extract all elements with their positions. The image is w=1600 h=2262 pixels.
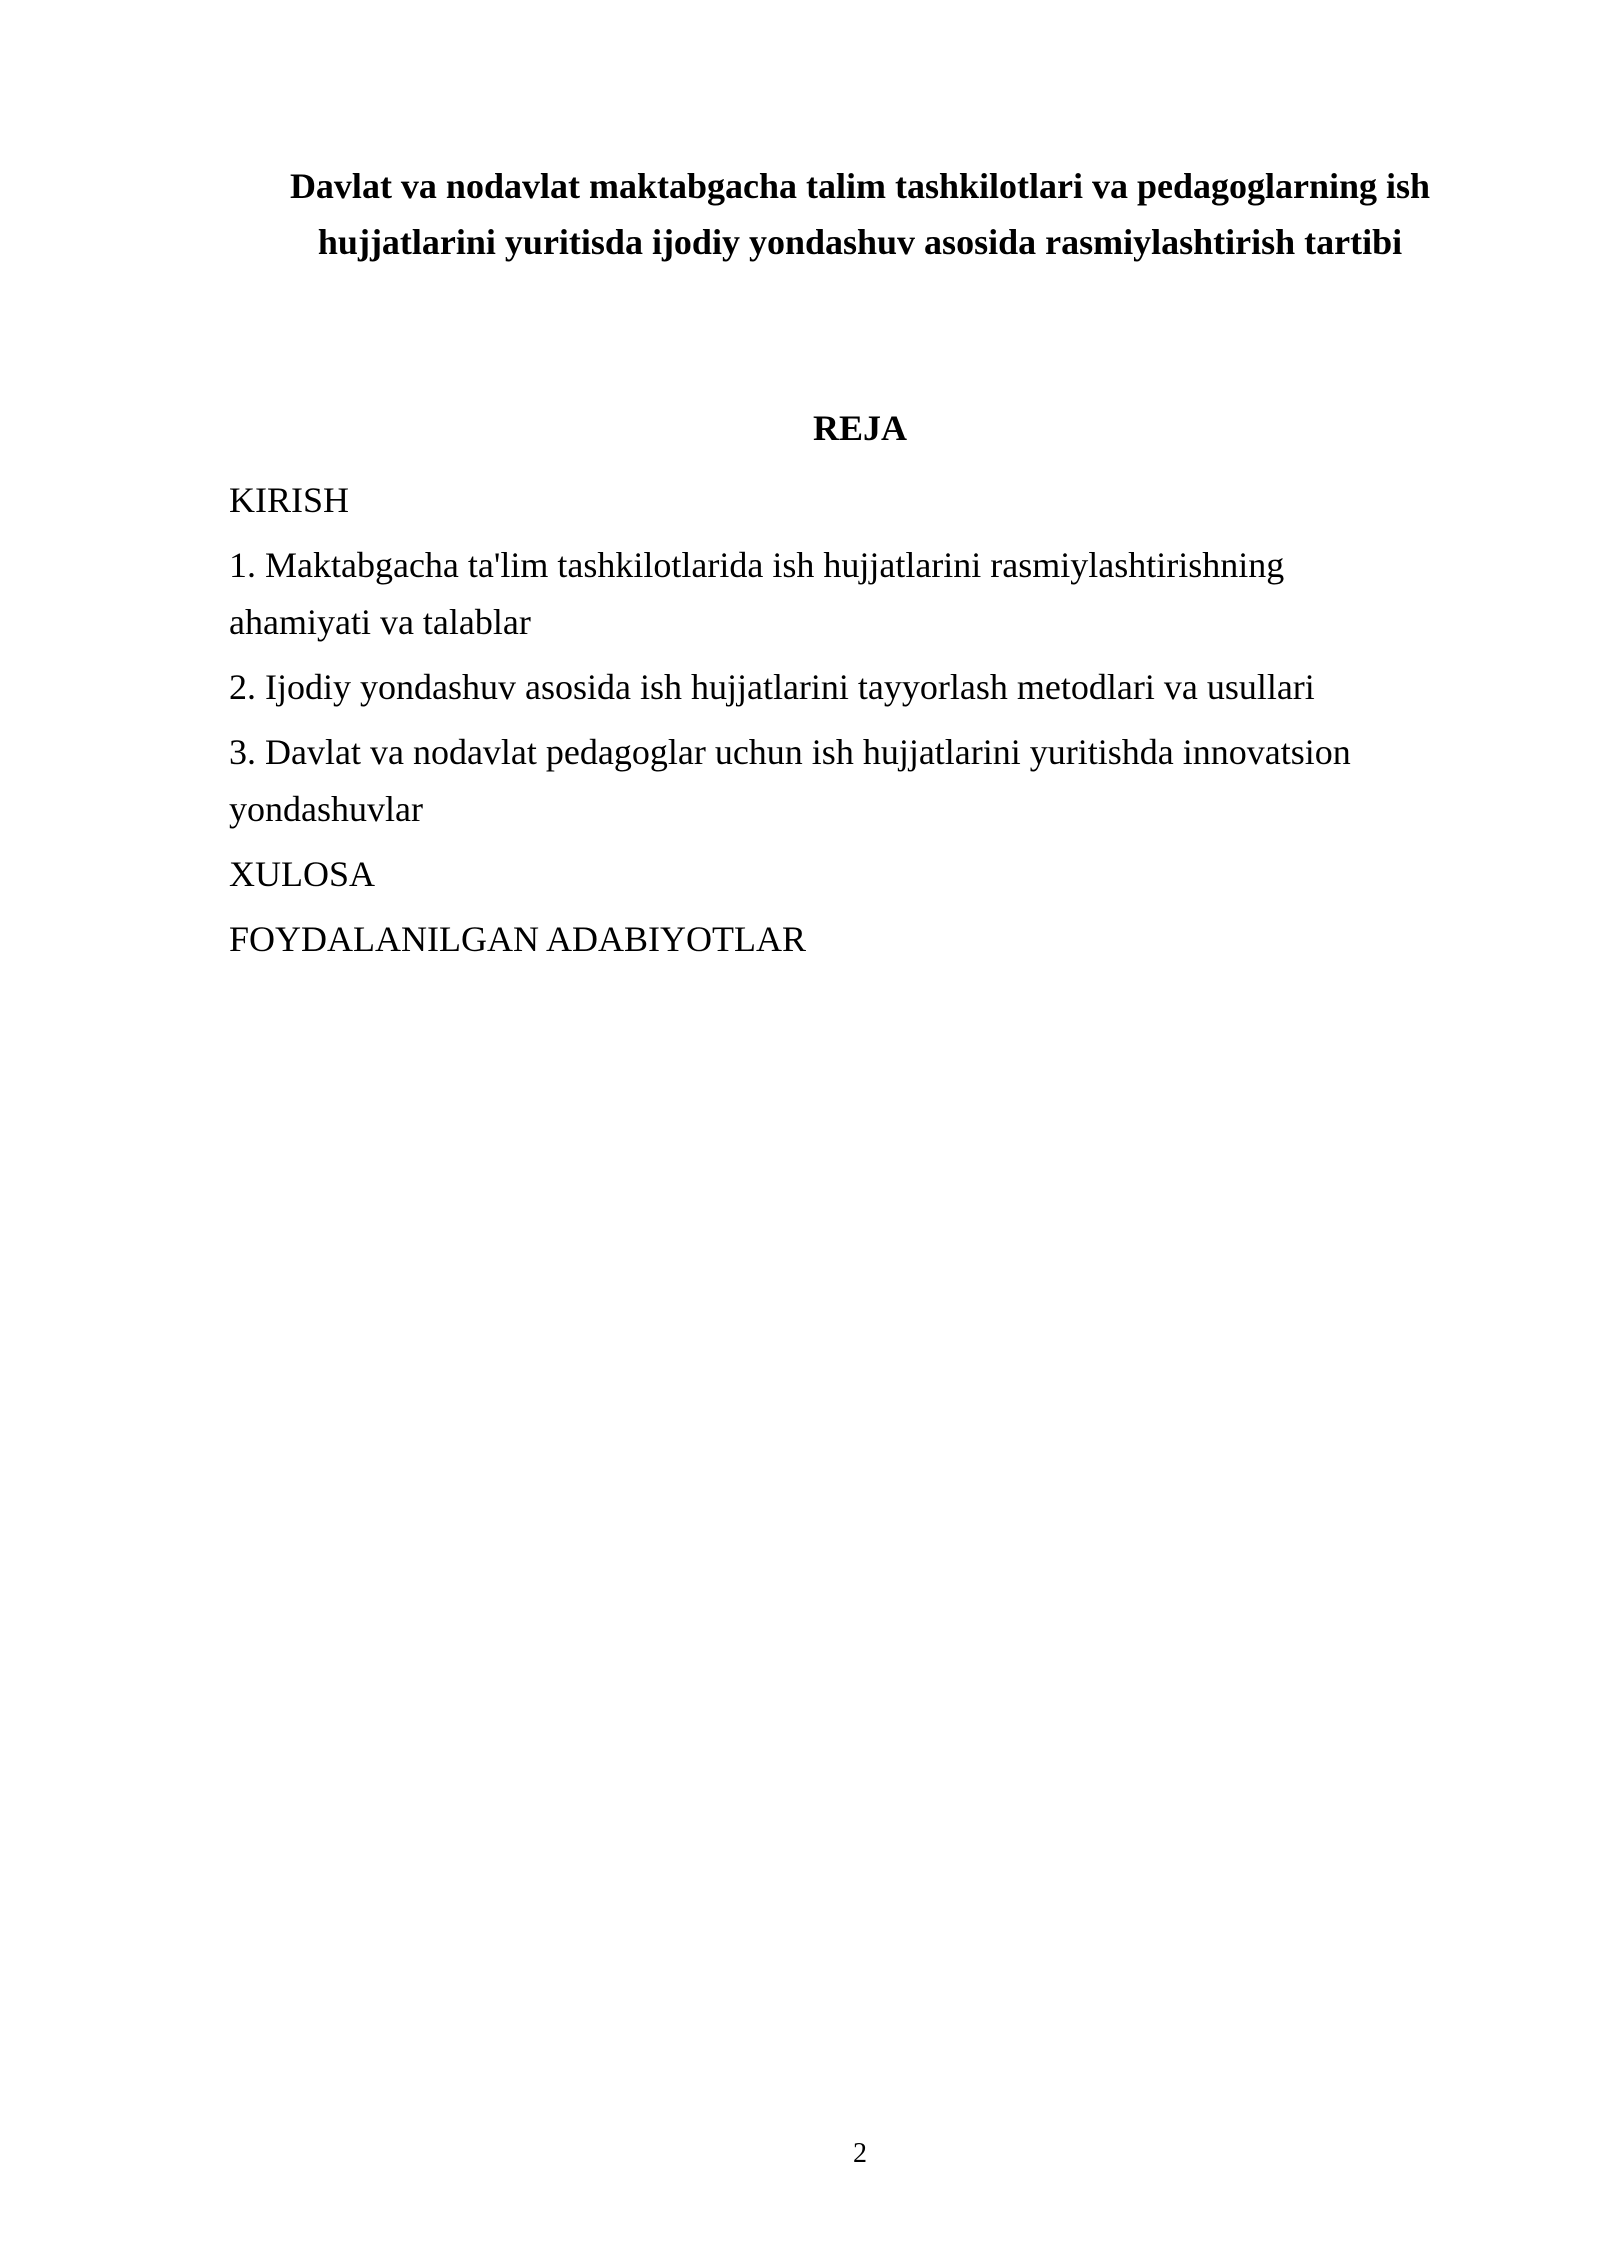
plan-list xyxy=(229,472,1429,976)
plan-item-3: 3. Davlat va nodavlat pedagoglar uchun ish hujjatlarini yuritishda innovatsion yondashuvlar xyxy=(229,732,1351,829)
plan-item-intro: KIRISH xyxy=(229,480,350,520)
plan-item-1: 1. Maktabgacha ta'lim tashkilotlarida ish hujjatlarini rasmiylashtirishning ahamiyati va talablar xyxy=(229,545,1285,642)
plan-item-2: 2. Ijodiy yondashuv asosida ish hujjatlarini tayyorlash metodlari va usullari xyxy=(229,667,1315,707)
plan-item-conclusion: XULOSA xyxy=(229,854,376,894)
document-title: Davlat va nodavlat maktabgacha talim tashkilotlari va pedagoglarning ish hujjatlarini yuritisda ijodiy yondashuv asosida rasmiylashtirish tartibi xyxy=(289,166,1431,262)
page-number: 2 xyxy=(853,2138,867,2169)
plan-heading: REJA xyxy=(812,408,907,448)
plan-item-references: FOYDALANILGAN ADABIYOTLAR xyxy=(229,919,806,959)
